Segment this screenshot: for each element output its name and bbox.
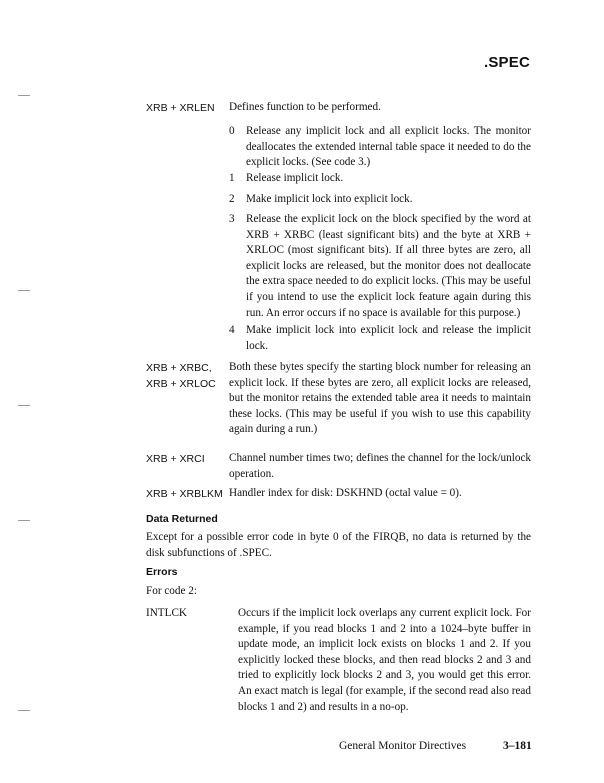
- paragraph-data-returned: Except for a possible error code in byte 0 of the FIRQB, no data is returned by the disk subfunctions of .SPEC.: [146, 531, 531, 559]
- term-xrci: XRB + XRCI: [146, 453, 205, 465]
- list-item-number: 3: [229, 213, 235, 225]
- list-item-number: 4: [229, 324, 235, 336]
- definition-xrbc: Both these bytes specify the starting block number for releasing an explicit lock. If these bytes are zero, all explicit locks are released, but the monitor retains the extended table area it needs to maintain these locks. (This may be useful if you wish to use this capability again during a run.): [229, 361, 531, 436]
- scan-mark: [18, 405, 30, 406]
- list-item: [229, 171, 531, 187]
- list-item-text: Make implicit lock into explicit lock and release the implicit lock.: [246, 324, 531, 352]
- heading-data-returned: Data Returned: [146, 513, 218, 525]
- definition-xrlen: Defines function to be performed.: [229, 101, 381, 113]
- scan-mark: [18, 710, 30, 711]
- list-item-number: 1: [229, 172, 235, 184]
- scan-mark: [18, 290, 30, 291]
- definition-intlck: Occurs if the implicit lock overlaps any current explicit lock. For example, if you read blocks 1 and 2 into a 1024–byte buffer in update mode, an implicit lock exists on blocks 1 and 2. If you explicitly locked these blocks, and then read blocks 2 and 3 and tried to explicitly lock blocks 2 and 3, you would get this error. An exact match is legal (for example, if the second read also read blocks 1 and 2) and results in a no-op.: [238, 607, 531, 713]
- list-item-number: 2: [229, 193, 235, 205]
- list-item-text: Release any implicit lock and all explicit locks. The monitor deallocates the extended internal table space it needed to do the explicit locks. (See code 3.): [246, 125, 531, 169]
- list-item-number: 0: [229, 125, 235, 137]
- scan-mark: [18, 95, 30, 96]
- definition-xrblkm: Handler index for disk: DSKHND (octal value = 0).: [229, 487, 462, 499]
- scan-mark: [18, 520, 30, 521]
- term-xrbc: XRB + XRBC,: [146, 362, 212, 374]
- list-item-text: Release implicit lock.: [246, 172, 344, 184]
- term-xrlen: XRB + XRLEN: [146, 102, 215, 114]
- definition-xrci: Channel number times two; defines the channel for the lock/unlock operation.: [229, 452, 531, 480]
- page-header-title: .SPEC: [483, 54, 530, 71]
- footer-section-name: General Monitor Directives: [339, 740, 467, 752]
- footer-page-number: 3–181: [503, 740, 532, 752]
- term-xrblkm: XRB + XRBLKM: [146, 488, 223, 500]
- list-item: [229, 323, 531, 354]
- term-intlck: INTLCK: [146, 607, 188, 619]
- paragraph-for-code: For code 2:: [146, 585, 197, 597]
- list-item: [229, 212, 531, 321]
- heading-errors: Errors: [146, 566, 178, 578]
- list-item: [229, 192, 531, 208]
- list-item-text: Make implicit lock into explicit lock.: [246, 193, 413, 205]
- list-item: [229, 124, 531, 171]
- list-item-text: Release the explicit lock on the block specified by the word at XRB + XRBC (least significant bits) and the byte at XRB + XRLOC (most significant bits). If all three bytes are zero, all explicit locks are released, but the monitor does not deallocate the extra space needed to do explicit locks. (This may be useful if you intend to use the explicit lock feature again during this run. An error occurs if no space is available for this purpose.): [246, 213, 531, 319]
- term-xrloc: XRB + XRLOC: [146, 378, 216, 390]
